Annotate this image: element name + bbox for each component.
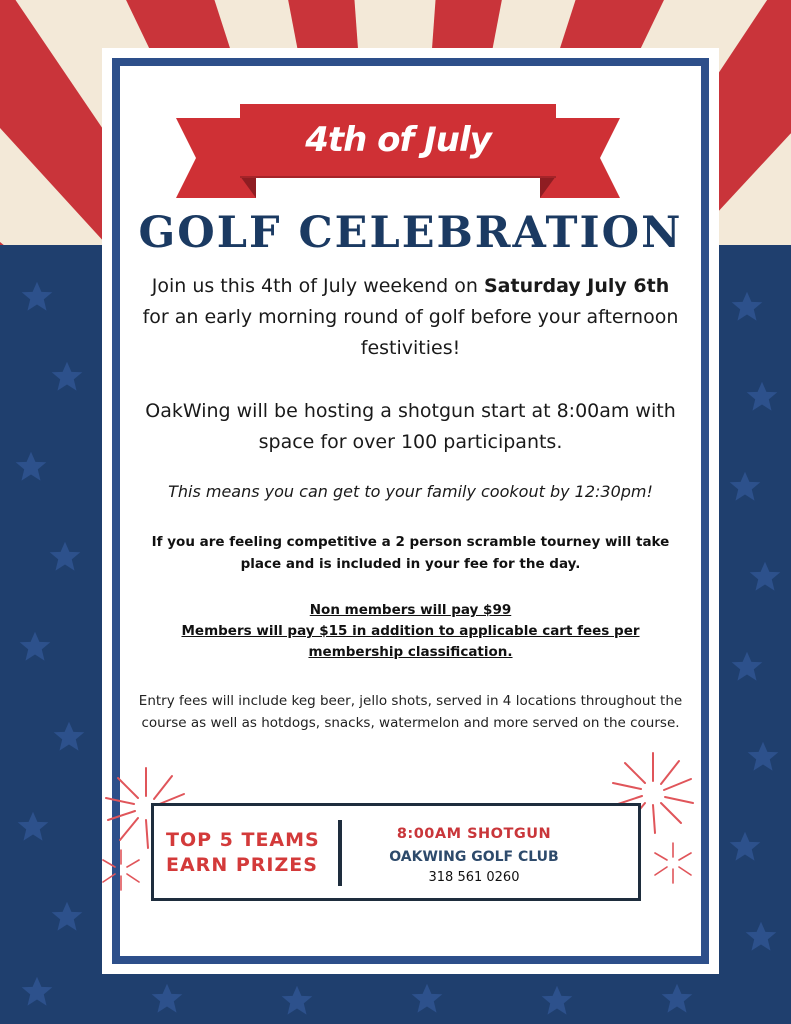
- shotgun-paragraph: OakWing will be hosting a shotgun start at 8:00am with space for over 100 participants.: [145, 400, 676, 453]
- event-info-box: [151, 803, 641, 901]
- cookout-note: This means you can get to your family cookout by 12:30pm!: [168, 482, 653, 501]
- event-details: [359, 826, 589, 885]
- non-member-fee: Non members will pay $99: [309, 602, 512, 618]
- page-title: GOLF CELEBRATION: [138, 208, 683, 258]
- prizes-callout: [166, 828, 341, 878]
- entry-fees-paragraph: Entry fees will include keg beer, jello shots, served in 4 locations throughout the course as well as hotdogs, snacks, watermelon and more served on the course.: [138, 693, 683, 731]
- prizes-line1: TOP 5 TEAMS: [166, 829, 320, 851]
- fees-block: [130, 600, 691, 663]
- intro-paragraph: [140, 271, 681, 364]
- event-date: Saturday July 6th: [483, 275, 670, 297]
- banner-heading: 4th of July: [305, 120, 491, 160]
- info-divider: [338, 820, 342, 886]
- shotgun-time: 8:00AM SHOTGUN: [396, 826, 552, 842]
- member-fee-line2: membership classification.: [308, 644, 513, 660]
- ribbon-banner: [240, 104, 556, 176]
- intro-text-start: Join us this 4th of July weekend on: [151, 275, 484, 297]
- prizes-line2: EARN PRIZES: [166, 854, 318, 876]
- firework-icon: [96, 845, 146, 895]
- intro-text-end: for an early morning round of golf before your afternoon festivities!: [142, 306, 679, 359]
- firework-icon: [648, 838, 698, 888]
- member-fee-line1: Members will pay $15 in addition to applicable cart fees per: [181, 623, 640, 639]
- club-name: OAKWING GOLF CLUB: [389, 849, 559, 865]
- phone-number: 318 561 0260: [428, 870, 520, 885]
- scramble-paragraph: If you are feeling competitive a 2 person scramble tourney will take place and is included in your fee for the day.: [151, 534, 670, 572]
